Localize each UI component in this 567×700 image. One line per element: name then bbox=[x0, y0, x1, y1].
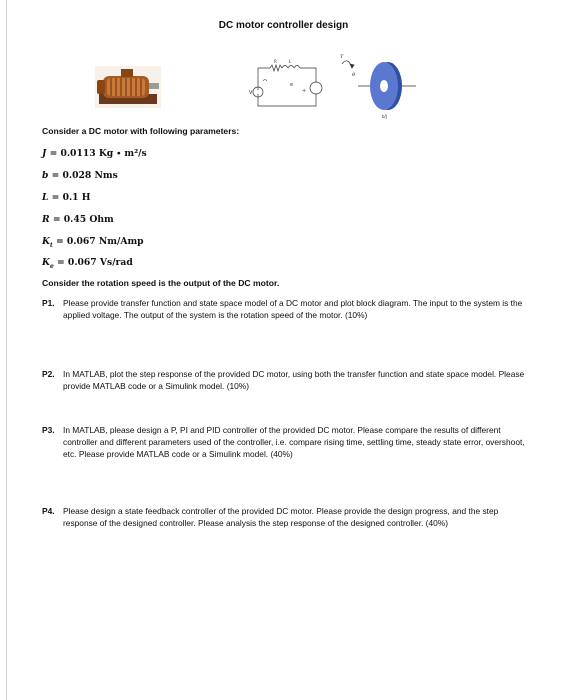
problem-text: Please provide transfer function and state space model of a DC motor and plot block diagram. The input to the system is the applied voltage. The output of the system is the rotation speed of the motor. (10%) bbox=[63, 298, 523, 321]
shaft-label: b/J bbox=[382, 114, 388, 119]
parameter-resistance bbox=[42, 214, 114, 225]
parameter-inductance bbox=[42, 192, 90, 203]
back-emf-label: + bbox=[302, 88, 307, 94]
inductor-label: L bbox=[289, 59, 292, 64]
armature-circuit-diagram bbox=[248, 50, 330, 112]
parameter-inertia bbox=[42, 148, 147, 159]
parameter-symbol: L bbox=[42, 192, 49, 203]
emf-label: e bbox=[290, 82, 294, 88]
theta-label: θ bbox=[352, 72, 356, 78]
document-title: DC motor controller design bbox=[218, 20, 349, 31]
problem-text: In MATLAB, plot the step response of the provided DC motor, using both the transfer function and state space model. Please provide MATLAB code or a Simulink model. (10%) bbox=[63, 369, 525, 392]
parameter-value: = 0.067 Vs/rad bbox=[57, 257, 133, 268]
parameter-value: = 0.0113 Kg ∙ m²/s bbox=[49, 148, 147, 159]
parameter-symbol: J bbox=[42, 148, 47, 159]
problem-number: P4. bbox=[42, 506, 55, 516]
parameter-symbol: K bbox=[42, 257, 50, 268]
problem-text: In MATLAB, please design a P, PI and PID controller of the provided DC motor. Please compare the results of different controller and different parameters used of the controller, i.e. compare rising time, settling time, steady state error, overshoot, etc. Please provide MATLAB code or a Simulink model. (40%) bbox=[63, 425, 525, 460]
parameter-value: = 0.067 Nm/Amp bbox=[55, 236, 144, 247]
parameter-value: = 0.1 H bbox=[51, 192, 91, 203]
parameter-torque-constant bbox=[42, 236, 144, 251]
torque-label: T bbox=[340, 54, 344, 60]
dc-motor-photo bbox=[95, 66, 161, 108]
page-edge-divider bbox=[6, 0, 7, 700]
problem-p4 bbox=[42, 505, 530, 529]
parameter-subscript: e bbox=[50, 262, 54, 270]
intro-text: Consider a DC motor with following parameters: bbox=[42, 126, 240, 136]
parameter-symbol: b bbox=[42, 170, 49, 181]
problem-number: P3. bbox=[42, 425, 55, 435]
resistor-label: R bbox=[274, 59, 277, 64]
problem-p2 bbox=[42, 368, 530, 392]
parameter-damping bbox=[42, 170, 118, 181]
parameter-subscript: t bbox=[50, 241, 53, 249]
parameter-symbol: R bbox=[42, 214, 50, 225]
problem-number: P2. bbox=[42, 369, 55, 379]
problem-text: Please design a state feedback controller of the provided DC motor. Please provide the design progress, and the step response of the designed controller. Please analysis the step response of the designed controller. (40%) bbox=[63, 506, 499, 529]
parameter-value: = 0.028 Nms bbox=[51, 170, 118, 181]
problem-p3 bbox=[42, 424, 530, 461]
problem-p1 bbox=[42, 297, 530, 321]
parameter-value: = 0.45 Ohm bbox=[52, 214, 114, 225]
problem-number: P1. bbox=[42, 298, 55, 308]
voltage-source-label: V bbox=[249, 90, 253, 96]
parameter-emf-constant bbox=[42, 257, 133, 272]
rotor-inertia-diagram bbox=[338, 46, 420, 120]
output-note: Consider the rotation speed is the output of the DC motor. bbox=[42, 278, 280, 288]
parameter-symbol: K bbox=[42, 236, 50, 247]
